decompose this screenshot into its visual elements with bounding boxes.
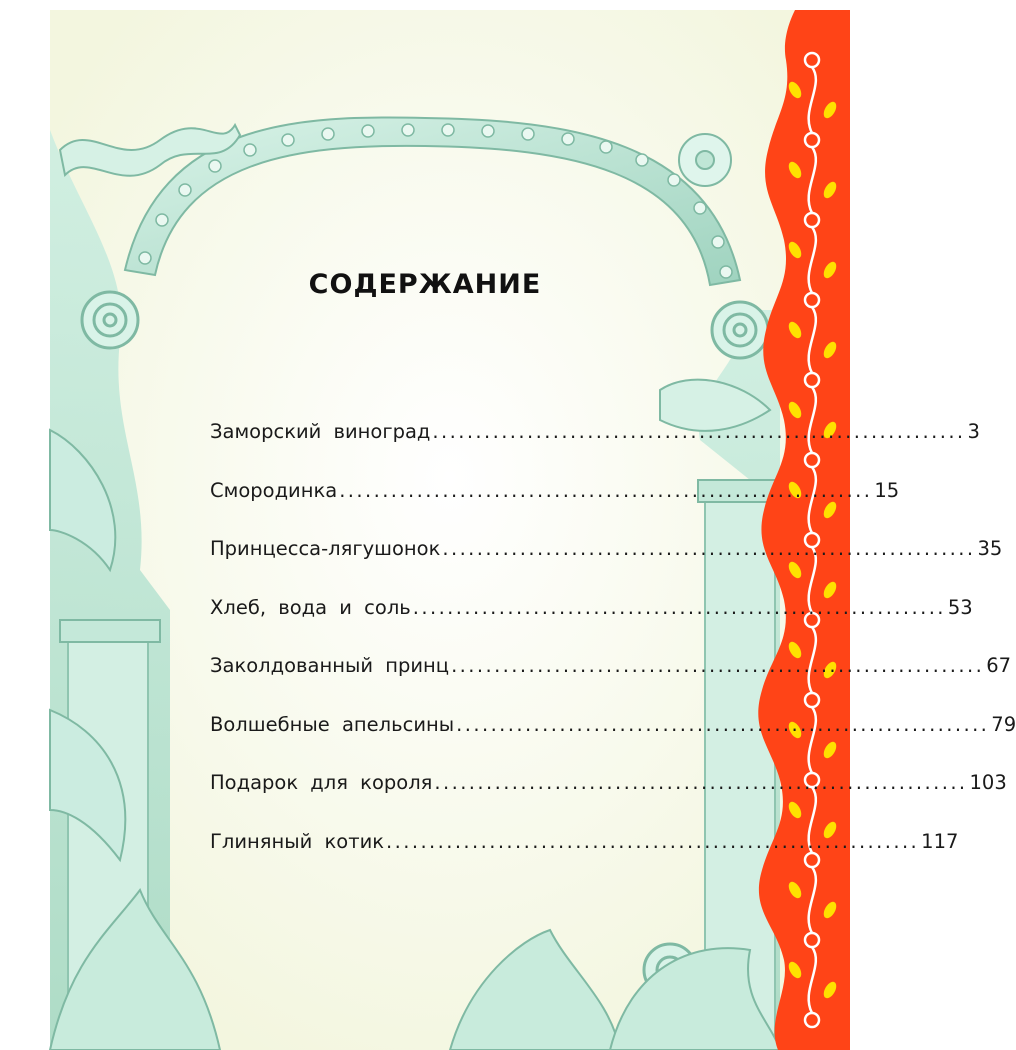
toc-entry[interactable] [210,420,980,479]
toc-entry-title: Хлеб, вода и соль [210,595,411,619]
toc-dot-leader: .............................................................. [451,654,985,677]
toc-entry-page: 3 [967,420,980,443]
toc-dot-leader: .............................................................. [456,712,990,736]
toc-entry-title: Смородинка [210,478,338,502]
toc-entry-title: Волшебные апельсины [210,712,455,736]
toc-entry[interactable] [210,478,900,538]
toc-entry[interactable] [210,712,1016,772]
book-page [50,10,1016,1050]
toc-dot-leader: .............................................................. [434,771,968,794]
toc-entry-title: Глиняный котик [210,829,385,853]
toc-entry-title: Заколдованный принц [210,654,450,677]
toc-title: СОДЕРЖАНИЕ [308,269,542,300]
toc-entry-title: Подарок для короля [210,771,433,794]
toc-entry-title: Принцесса-лягушонок [210,537,441,560]
toc-entry-page: 15 [874,478,900,502]
toc-dot-leader: .............................................................. [339,478,873,502]
toc-entry-title: Заморский виноград [210,420,431,443]
toc-dot-leader: .............................................................. [386,829,920,853]
toc-dot-leader: .............................................................. [412,595,946,619]
toc-entry[interactable] [210,537,1003,596]
toc-dot-leader: .............................................................. [432,420,966,443]
toc-entry-page: 117 [921,829,959,853]
toc-dot-leader: .............................................................. [442,537,976,560]
toc-entry-page: 79 [991,712,1016,736]
toc-entry-page: 53 [947,595,973,619]
toc-entry[interactable] [210,654,1012,713]
toc-entry[interactable] [210,829,959,889]
toc-entry[interactable] [210,771,1007,830]
toc-entry-page: 35 [977,537,1003,560]
toc-list [210,420,1016,888]
toc-entry-page: 67 [986,654,1012,677]
toc-entry-page: 103 [969,771,1007,794]
toc-entry[interactable] [210,595,973,655]
